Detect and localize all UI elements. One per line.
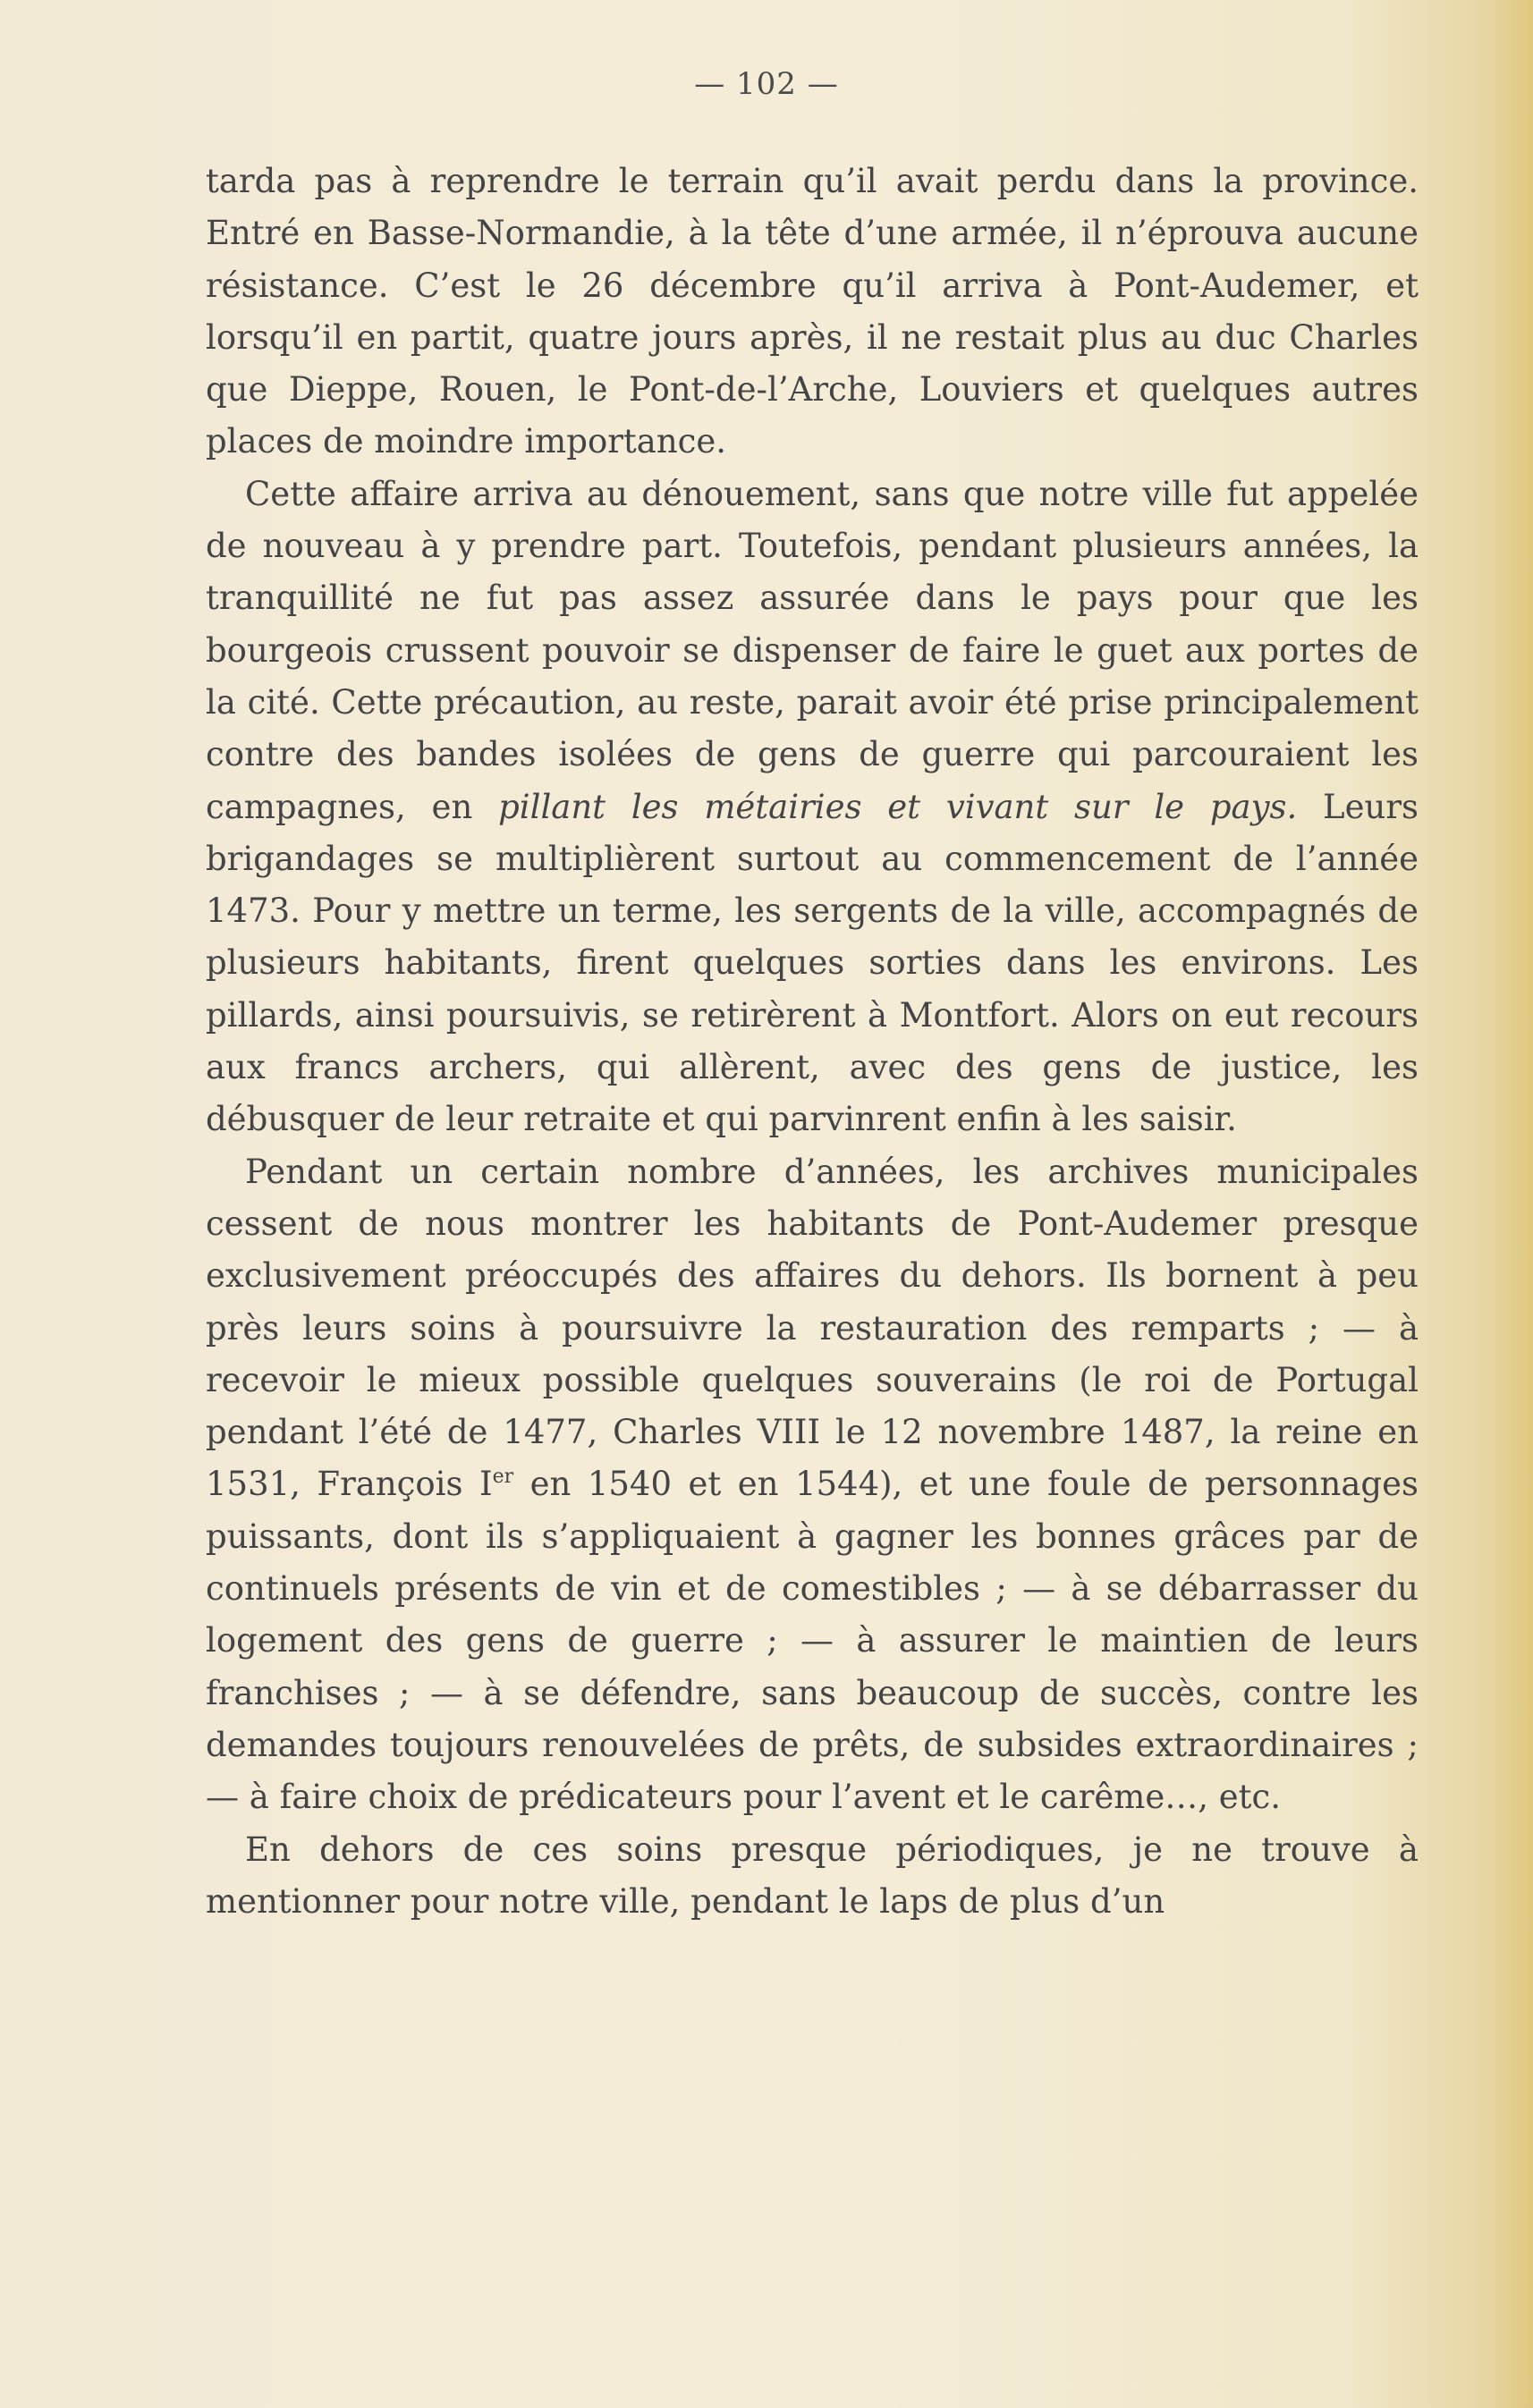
paragraph-2-italic-quote: pillant les métairies et vivant sur le pays. [498,787,1298,826]
paragraph-3-text-end: en 1540 et en 1544), et une foule de personnages puissants, dont ils s’appliquaient à gagner les bonnes grâces par de continuels présents de vin et de comestibles ; — à se débarrasser du logement des gens de guerre ; — à assurer le maintien de leurs franchises ; — à se défendre, sans beaucoup de succès, contre les demandes toujours renouvelées de prêts, de subsides extraordinaires ; — à faire choix de prédicateurs pour l’avent et le carême…, etc. [206,1465,1419,1817]
page-edge-shadow [1492,0,1533,2408]
paragraph-3-text-start: Pendant un certain nombre d’années, les archives municipales cessent de nous montrer les habitants de Pont-Audemer presque exclusivement préoccupés des affaires du dehors. Ils bornent à peu près leurs soins à poursuivre la restauration des remparts ; — à recevoir le mieux possible quelques souverains (le roi de Portugal pendant l’été de 1477, Charles VIII le 12 novembre 1487, la reine en 1531, François I [206,1152,1419,1504]
paragraph-2-text-start: Cette affaire arriva au dénouement, sans que notre ville fut appelée de nouveau à y prendre part. Toutefois, pendant plusieurs années, la tranquillité ne fut pas assez assurée dans le pays pour que les bourgeois crussent pouvoir se dispenser de faire le guet aux portes de la cité. Cette précaution, au reste, parait avoir été prise principalement contre des bandes isolées de gens de guerre qui parcouraient les campagnes, en [206,474,1419,826]
paragraph-2-text-end: Leurs brigandages se multiplièrent surtout au commencement de l’année 1473. Pour y mettre un terme, les sergents de la ville, accompagnés de plusieurs habitants, firent quelques sorties dans les environs. Les pillards, ainsi poursuivis, se retirèrent à Montfort. Alors on eut recours aux francs archers, qui allèrent, avec des gens de justice, les débusquer de leur retraite et qui parvinrent enfin à les saisir. [206,787,1419,1139]
paragraph-4: En dehors de ces soins presque périodiques, je ne trouve à mentionner pour notre ville, pendant le laps de plus d’un [206,1829,1419,1921]
paragraph-3 [206,1146,1419,1824]
superscript-er: er [492,1466,514,1489]
paragraph-2 [206,469,1419,1146]
page-number: — 102 — [694,66,839,102]
paragraph-1: tarda pas à reprendre le terrain qu’il avait perdu dans la province. Entré en Basse-Normandie, à la tête d’une armée, il n’éprouva aucune résistance. C’est le 26 décembre qu’il arriva à Pont-Audemer, et lorsqu’il en partit, quatre jours après, il ne restait plus au duc Charles que Dieppe, Rouen, le Pont-de-l’Arche, Louviers et quelques autres places de moindre importance. [206,162,1419,461]
body-text [206,156,1419,1928]
